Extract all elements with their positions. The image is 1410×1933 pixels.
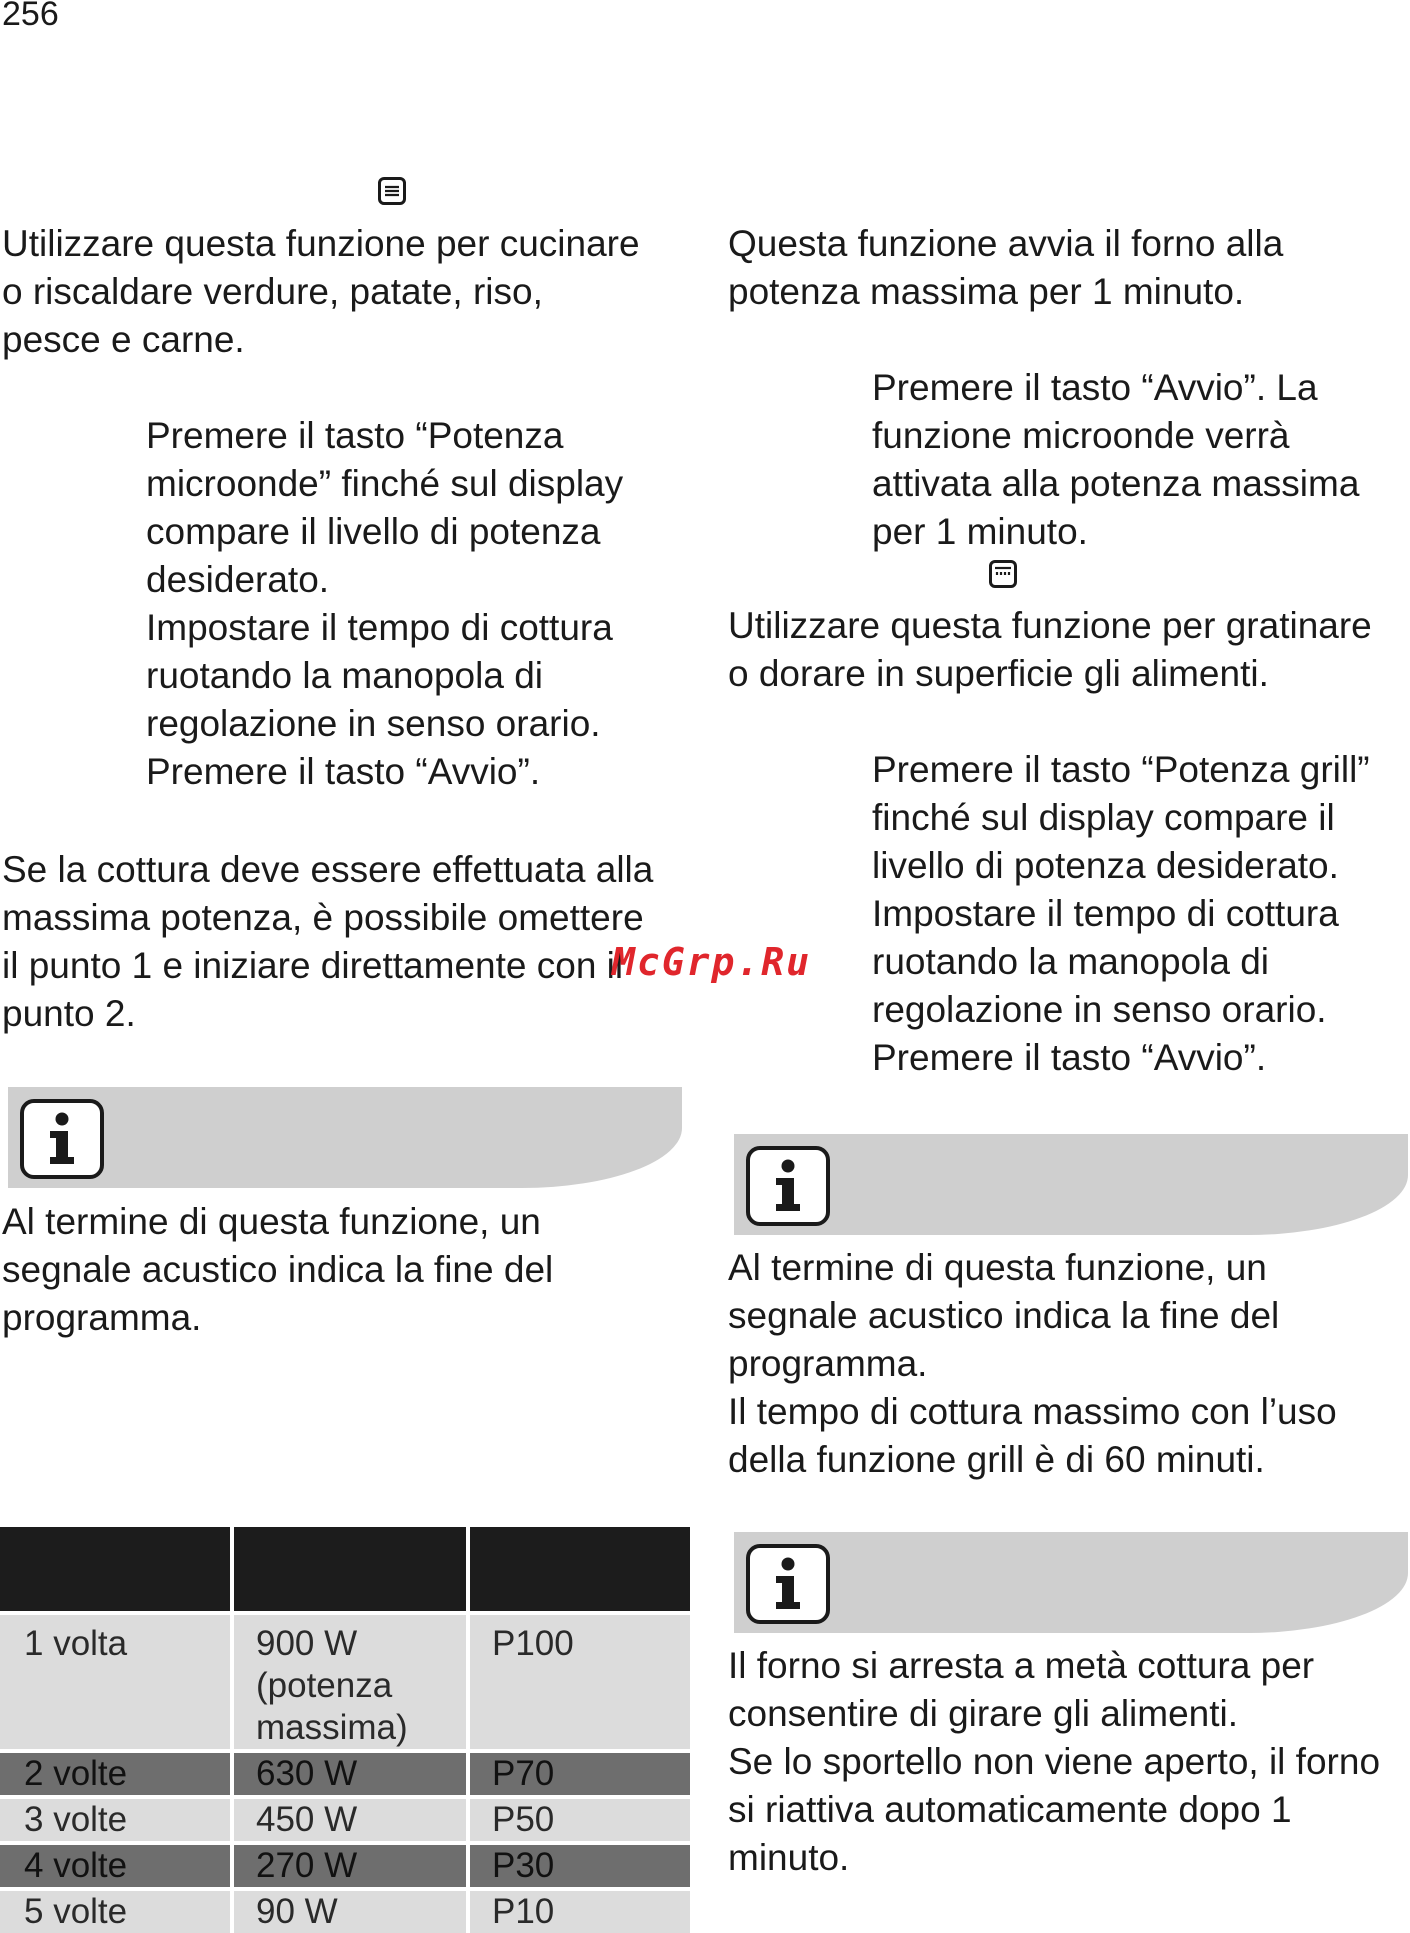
table-cell: P70 [468, 1751, 690, 1797]
info-icon [20, 1099, 104, 1179]
info-icon [746, 1146, 830, 1226]
table-header-cell [232, 1527, 468, 1613]
table-cell: 4 volte [0, 1843, 232, 1889]
table-cell: P30 [468, 1843, 690, 1889]
page-number: 256 [2, 0, 59, 33]
quick-start-intro: Questa funzione avvia il forno alla potenza massima per 1 minuto. [728, 223, 1284, 312]
table-row [0, 1843, 690, 1889]
table-cell: 270 W [232, 1843, 468, 1889]
steam-info-text: Al termine di questa funzione, un segnale acustico indica la fine del programma. [2, 1201, 554, 1338]
info-band [734, 1134, 1408, 1235]
max-power-note: Se la cottura deve essere effettuata alla massima potenza, è possibile omettere il punto 1 e iniziare direttamente con il punto 2. [2, 849, 654, 1034]
table-header-cell [0, 1527, 232, 1613]
steam-intro-text: Utilizzare questa funzione per cucinare o riscaldare verdure, patate, riso, pesce e carne. [2, 223, 640, 360]
table-cell: 450 W [232, 1797, 468, 1843]
grill-steps-text: Premere il tasto “Potenza grill” finché sul display compare il livello di potenza desiderato. Impostare il tempo di cottura ruotando la manopola di regolazione in senso orario. Premere il tasto “Avvio”. [872, 749, 1370, 1078]
table-cell: P10 [468, 1889, 690, 1933]
info-icon [746, 1544, 830, 1624]
info-band [734, 1532, 1408, 1633]
table-cell: 900 W (potenza massima) [232, 1613, 468, 1751]
table-row [0, 1613, 690, 1751]
grill-intro-text: Utilizzare questa funzione per gratinare o dorare in superficie gli alimenti. [728, 605, 1372, 694]
table-cell: P100 [468, 1613, 690, 1751]
watermark: McGrp.Ru [612, 940, 812, 984]
table-cell: 1 volta [0, 1613, 232, 1751]
table-header-row [0, 1527, 690, 1613]
table-cell: 2 volte [0, 1751, 232, 1797]
table-row [0, 1889, 690, 1933]
grill-info-text: Al termine di questa funzione, un segnale acustico indica la fine del programma. Il tempo di cottura massimo con l’uso della funzione grill è di 60 minuti. [728, 1247, 1337, 1480]
info-band [8, 1087, 682, 1188]
table-row [0, 1797, 690, 1843]
grill-function-icon [989, 560, 1017, 588]
table-cell: 5 volte [0, 1889, 232, 1933]
steam-steps-text: Premere il tasto “Potenza microonde” finché sul display compare il livello di potenza desiderato. Impostare il tempo di cottura ruotando la manopola di regolazione in senso orario. Premere il tasto “Avvio”. [146, 415, 624, 792]
table-row [0, 1751, 690, 1797]
table-header-cell [468, 1527, 690, 1613]
turn-food-info-text: Il forno si arresta a metà cottura per consentire di girare gli alimenti. Se lo sportello non viene aperto, il forno si riattiva automaticamente dopo 1 minuto. [728, 1645, 1381, 1878]
table-cell: 90 W [232, 1889, 468, 1933]
table-cell: P50 [468, 1797, 690, 1843]
table-cell: 630 W [232, 1751, 468, 1797]
quick-start-step: Premere il tasto “Avvio”. La funzione microonde verrà attivata alla potenza massima per 1 minuto. [872, 367, 1360, 552]
steam-function-icon [378, 177, 406, 205]
power-level-table [0, 1527, 690, 1933]
table-cell: 3 volte [0, 1797, 232, 1843]
